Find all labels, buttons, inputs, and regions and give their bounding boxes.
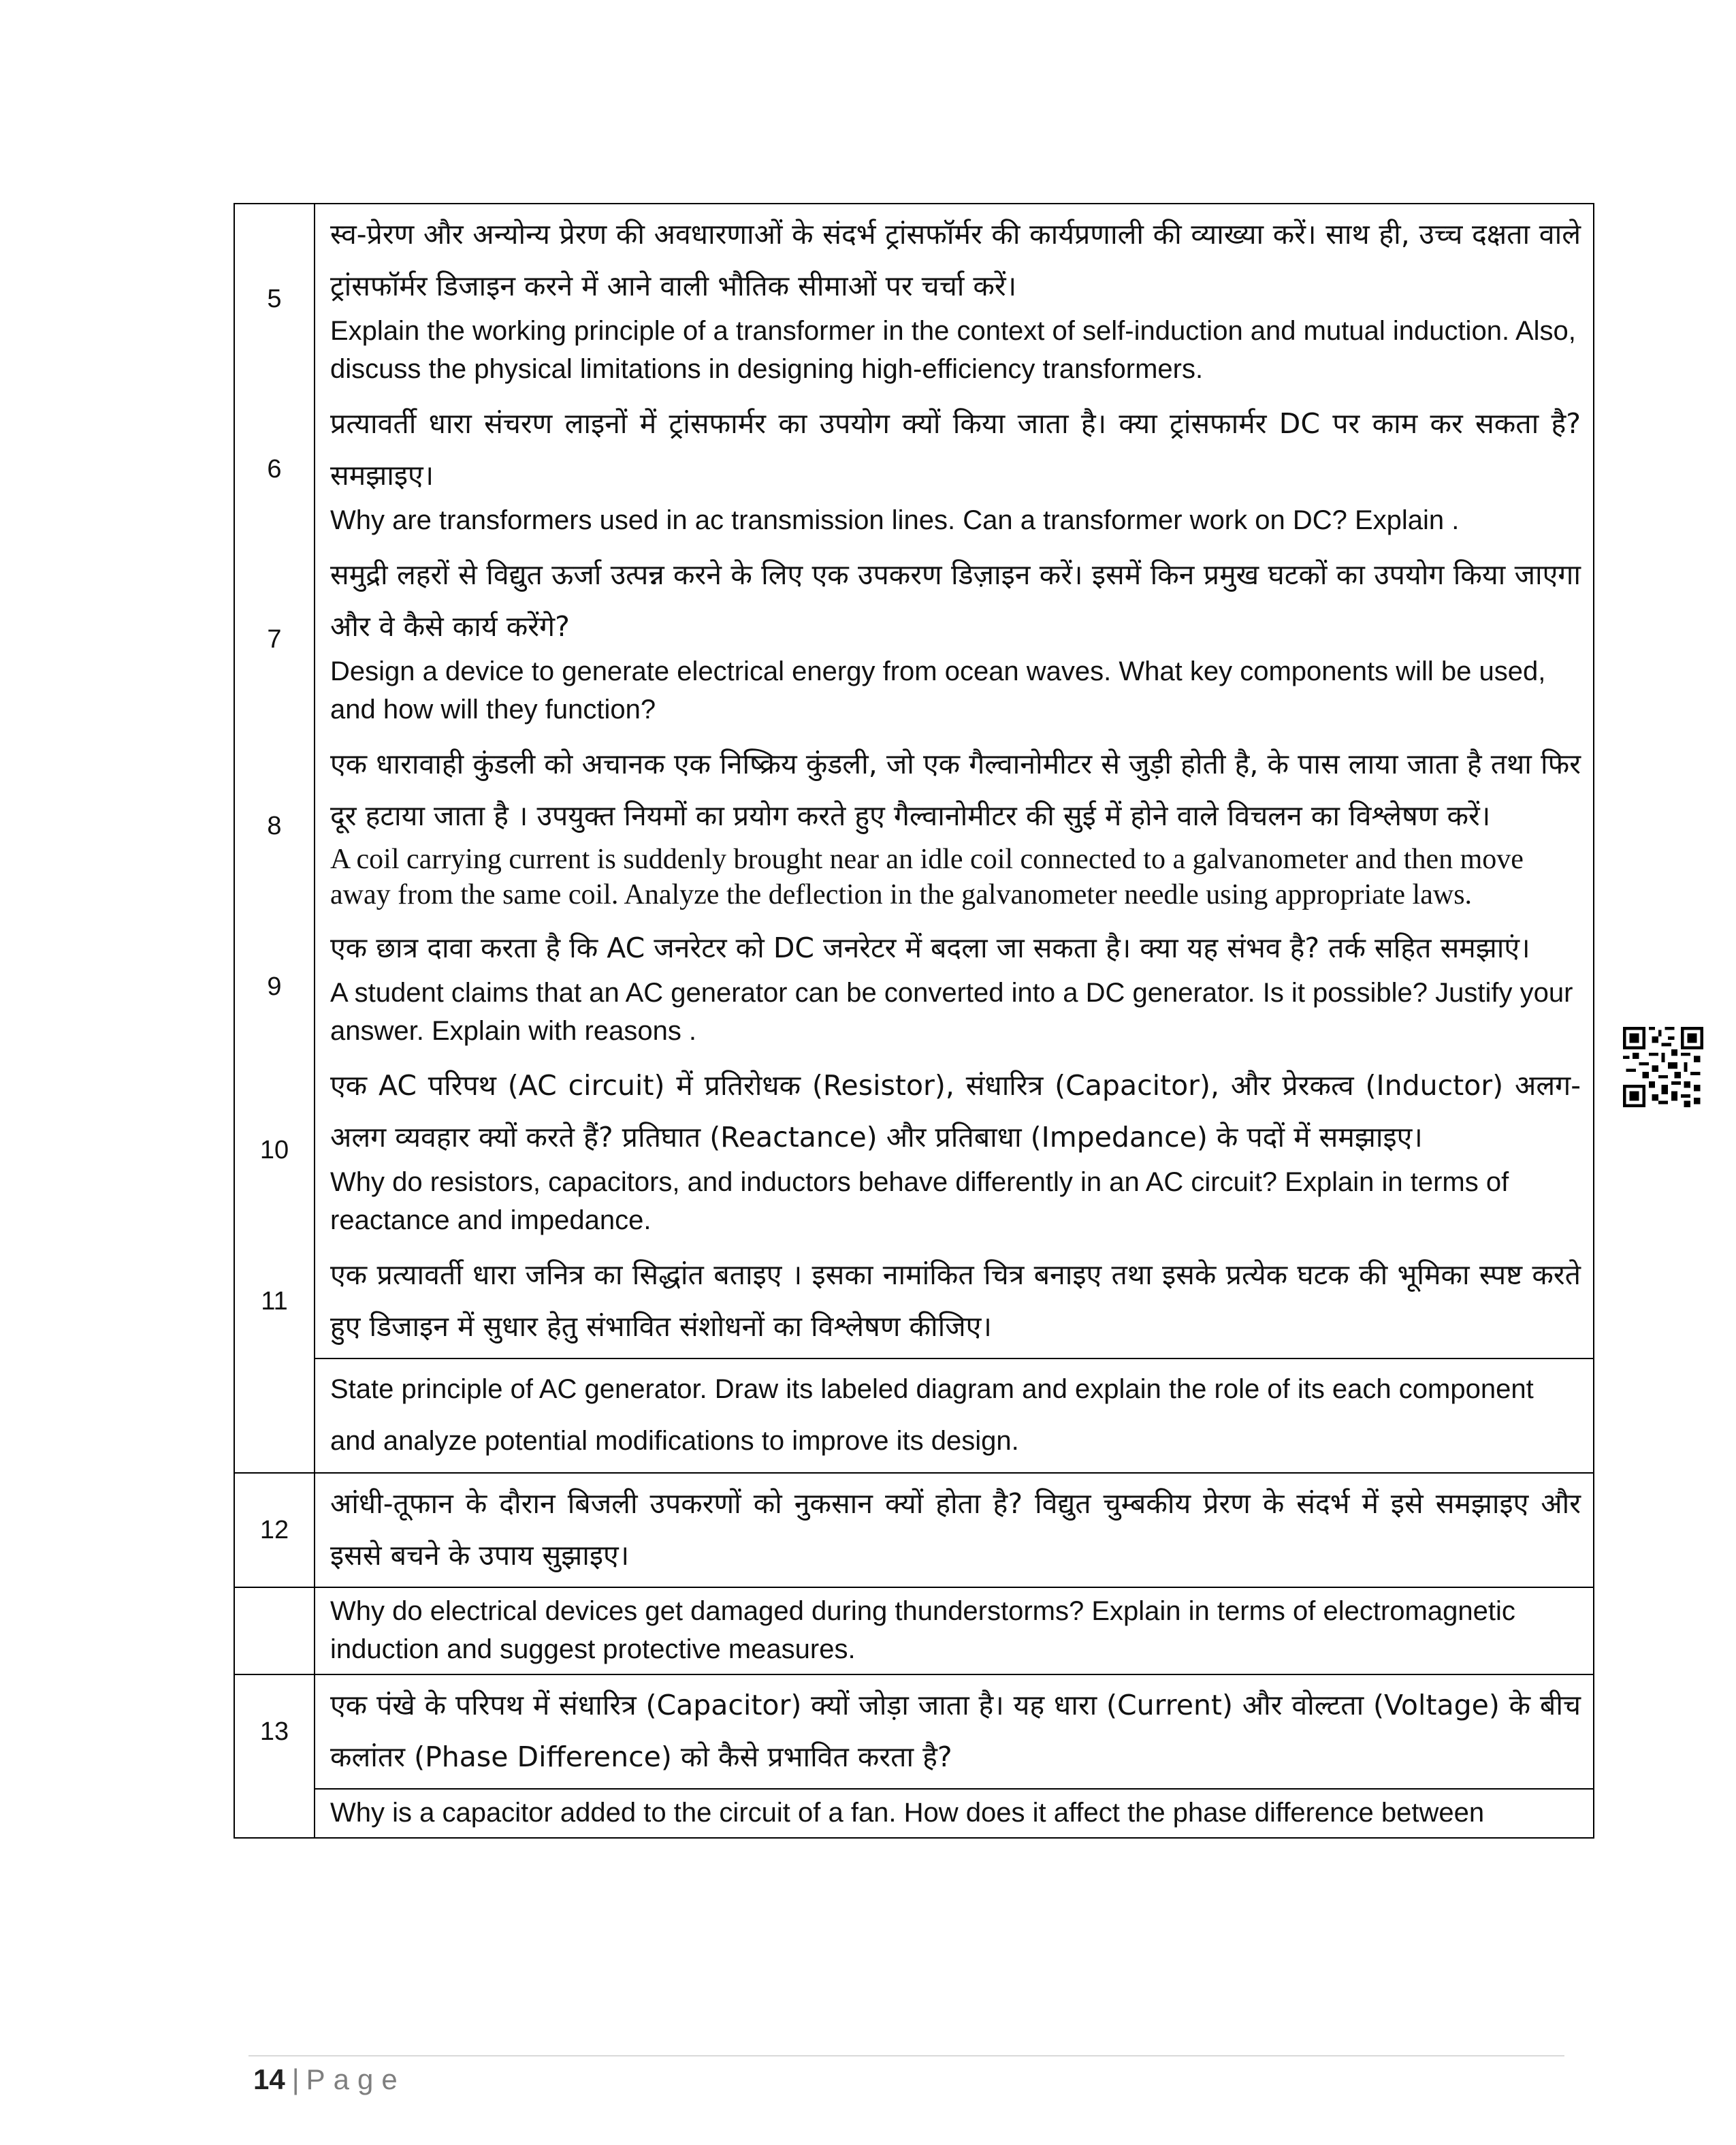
question-cell [315, 1789, 1594, 1838]
question-english: A coil carrying current is suddenly brought near an idle coil connected to a galvanometer and then move away from the same coil. Analyze the deflection in the galvanometer needle using appropriate laws. [330, 844, 1524, 910]
question-english: Why are transformers used in ac transmission lines. Can a transformer work on DC? Explain . [330, 505, 1460, 535]
question-english: Design a device to generate electrical energy from ocean waves. What key components will be used, and how will they function? [330, 656, 1546, 725]
question-row-7 [234, 545, 1594, 734]
question-cell [315, 1473, 1594, 1587]
question-number-blank [234, 1789, 315, 1838]
question-cell [315, 1674, 1594, 1789]
question-row-13-hindi [234, 1674, 1594, 1789]
question-cell [315, 394, 1594, 545]
question-english: Why do resistors, capacitors, and inductors behave differently in an AC circuit? Explain in terms of reactance and impedance. [330, 1167, 1509, 1235]
question-english: Why do electrical devices get damaged during thunderstorms? Explain in terms of electromagnetic induction and suggest protective measures. [330, 1596, 1515, 1664]
question-row-9 [234, 918, 1594, 1055]
question-row-6 [234, 394, 1594, 545]
question-number: 11 [234, 1245, 315, 1358]
question-row-5 [234, 204, 1594, 394]
question-cell [315, 545, 1594, 734]
question-number: 12 [234, 1473, 315, 1587]
question-number-blank [234, 1358, 315, 1473]
question-number: 8 [234, 734, 315, 918]
question-hindi: एक प्रत्यावर्ती धारा जनित्र का सिद्धांत बताइए । इसका नामांकित चित्र बनाइए तथा इसके प्रत्येक घटक की भूमिका स्पष्ट करते हुए डिजाइन में सुधार हेतु संभावित संशोधनों का विश्लेषण कीजिए। [330, 1258, 1581, 1343]
question-row-12-english [234, 1587, 1594, 1674]
question-row-13-english [234, 1789, 1594, 1838]
question-row-12-hindi [234, 1473, 1594, 1587]
question-number: 6 [234, 394, 315, 545]
question-cell [315, 1245, 1594, 1358]
qr-code-icon [1623, 1027, 1703, 1107]
questions-table [234, 203, 1594, 1839]
footer-separator: | [291, 2063, 300, 2095]
question-english: State principle of AC generator. Draw its labeled diagram and explain the role of its each component and analyze potential modifications to improve its design. [330, 1374, 1534, 1456]
question-cell [315, 1358, 1594, 1473]
question-row-10 [234, 1055, 1594, 1245]
question-number: 7 [234, 545, 315, 734]
question-cell [315, 918, 1594, 1055]
question-cell [315, 1587, 1594, 1674]
footer-divider [248, 2055, 1564, 2056]
question-hindi: एक पंखे के परिपथ में संधारित्र (Capacitor) क्यों जोड़ा जाता है। यह धारा (Current) और वोल्टता (Voltage) के बीच कलांतर (Phase Difference) को कैसे प्रभावित करता है? [330, 1689, 1581, 1773]
question-row-11-english [234, 1358, 1594, 1473]
question-row-8 [234, 734, 1594, 918]
question-hindi: प्रत्यावर्ती धारा संचरण लाइनों में ट्रांसफार्मर का उपयोग क्यों किया जाता है। क्या ट्रांसफार्मर DC पर काम कर सकता है? समझाइए। [330, 407, 1581, 492]
question-hindi: एक AC परिपथ (AC circuit) में प्रतिरोधक (Resistor), संधारित्र (Capacitor), और प्रेरकत्व (Inductor) अलग-अलग व्यवहार क्यों करते हैं? प्रतिघात (Reactance) और प्रतिबाधा (Impedance) के पदों में समझाइए। [330, 1069, 1581, 1154]
question-number-blank [234, 1587, 315, 1674]
question-english: Explain the working principle of a transformer in the context of self-induction and mutual induction. Also, discuss the physical limitations in designing high-efficiency transformers. [330, 316, 1576, 384]
question-cell [315, 204, 1594, 394]
question-cell [315, 1055, 1594, 1245]
question-english: A student claims that an AC generator can be converted into a DC generator. Is it possible? Justify your answer. Explain with reasons . [330, 978, 1573, 1046]
question-number: 10 [234, 1055, 315, 1245]
question-number: 13 [234, 1674, 315, 1789]
page-label: Page [306, 2063, 406, 2095]
question-hindi: आंधी-तूफान के दौरान बिजली उपकरणों को नुकसान क्यों होता है? विद्युत चुम्बकीय प्रेरण के संदर्भ में इसे समझाइए और इससे बचने के उपाय सुझाइए। [330, 1487, 1581, 1572]
question-hindi: समुद्री लहरों से विद्युत ऊर्जा उत्पन्न करने के लिए एक उपकरण डिज़ाइन करें। इसमें किन प्रमुख घटकों का उपयोग किया जाएगा और वे कैसे कार्य करेंगे? [330, 558, 1581, 643]
question-hindi: स्व-प्रेरण और अन्योन्य प्रेरण की अवधारणाओं के संदर्भ ट्रांसफॉर्मर की कार्यप्रणाली की व्याख्या करें। साथ ही, उच्च दक्षता वाले ट्रांसफॉर्मर डिजाइन करने में आने वाली भौतिक सीमाओं पर चर्चा करें। [330, 218, 1581, 302]
question-cell [315, 734, 1594, 918]
question-english: Why is a capacitor added to the circuit of a fan. How does it affect the phase difference between [330, 1798, 1485, 1828]
question-number: 5 [234, 204, 315, 394]
page-footer [253, 2063, 406, 2096]
question-hindi: एक धारावाही कुंडली को अचानक एक निष्क्रिय कुंडली, जो एक गैल्वानोमीटर से जुड़ी होती है, के पास लाया जाता है तथा फिर दूर हटाया जाता है । उपयुक्त नियमों का प्रयोग करते हुए गैल्वानोमीटर की सुई में होने वाले विचलन का विश्लेषण करें। [330, 748, 1581, 832]
question-row-11-hindi [234, 1245, 1594, 1358]
question-hindi: एक छात्र दावा करता है कि AC जनरेटर को DC जनरेटर में बदला जा सकता है। क्या यह संभव है? तर्क सहित समझाएं। [330, 932, 1530, 964]
question-number: 9 [234, 918, 315, 1055]
page-number: 14 [253, 2063, 285, 2095]
